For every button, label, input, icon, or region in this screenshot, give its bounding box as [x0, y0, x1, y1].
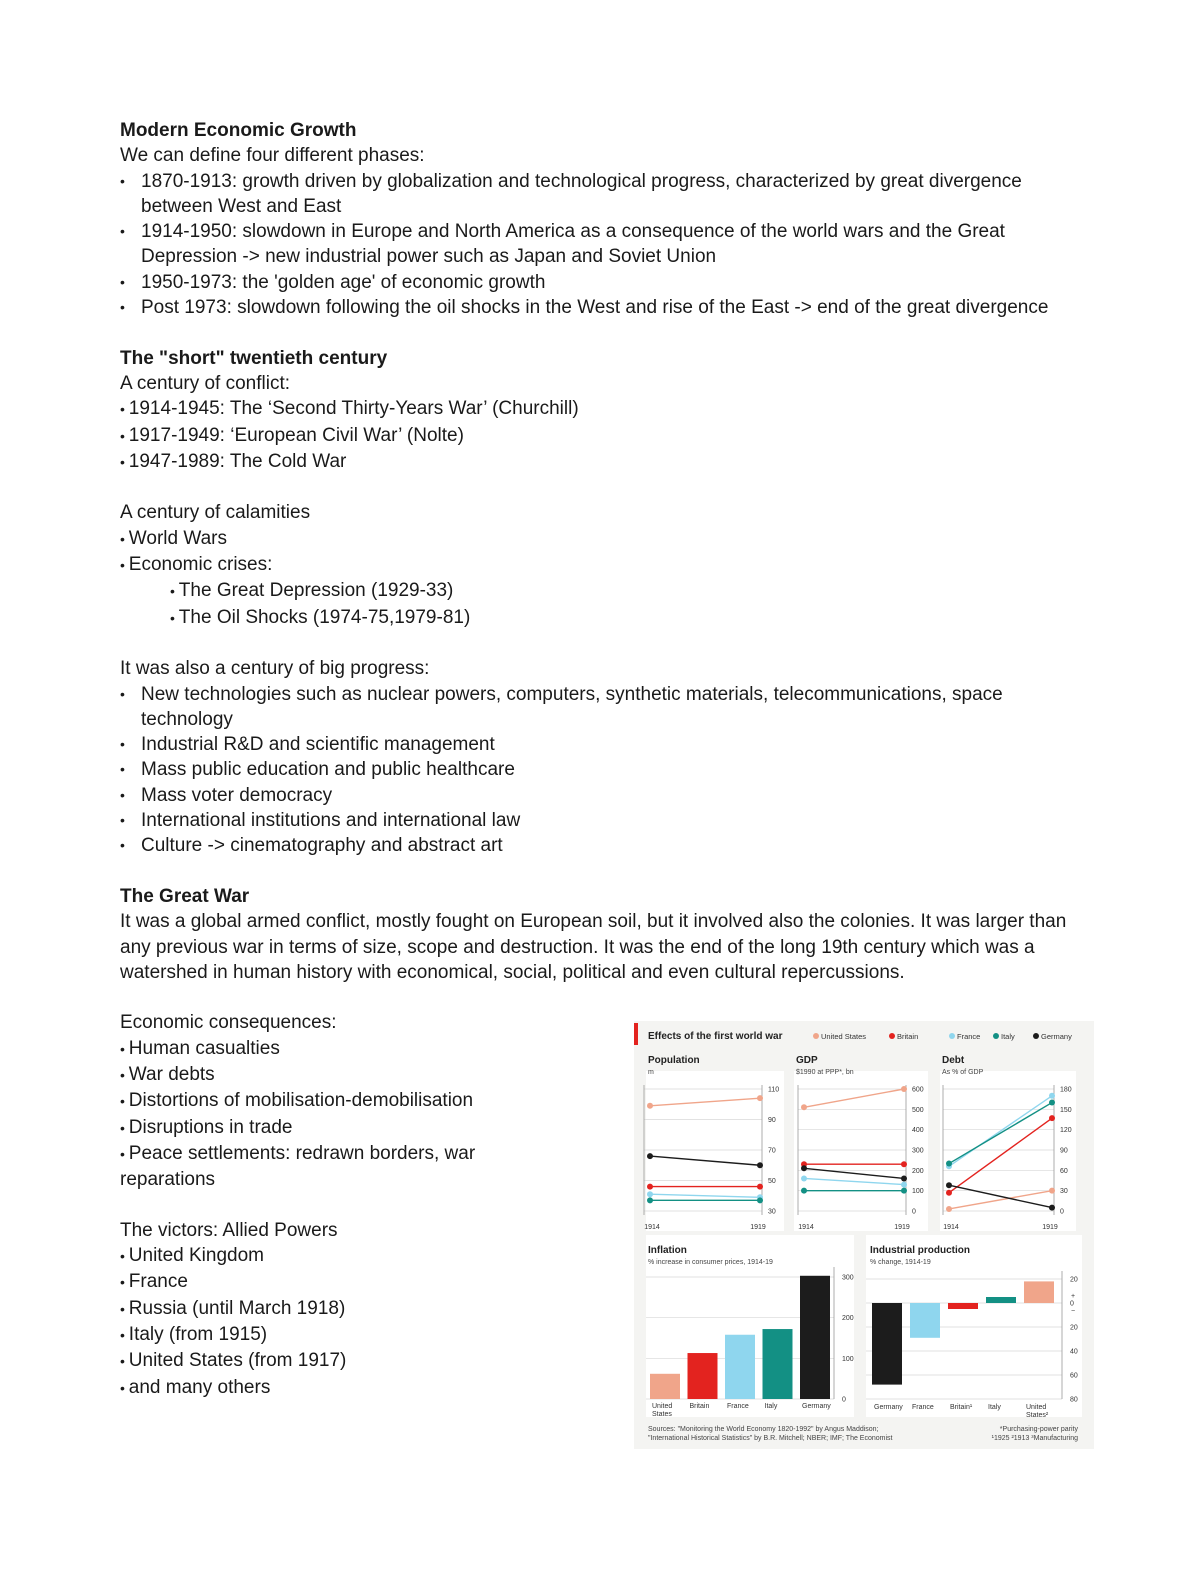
legend-marker: [1033, 1033, 1039, 1039]
data-point: [1049, 1188, 1055, 1194]
data-point: [901, 1182, 907, 1188]
legend-label: Germany: [1041, 1032, 1072, 1041]
y-tick-label: 60: [1070, 1372, 1078, 1380]
panel-background: [646, 1071, 784, 1231]
panel-subtitle: $1990 at PPP*, bn: [796, 1069, 854, 1076]
y-tick-label: 80: [1070, 1396, 1078, 1404]
legend-marker: [993, 1033, 999, 1039]
legend-marker: [949, 1033, 955, 1039]
bar: [650, 1374, 680, 1399]
economic-consequences-intro: Economic consequences:: [120, 1012, 337, 1034]
phase-list: [120, 169, 1080, 321]
list-item: • 1947-1989: The Cold War: [120, 449, 1080, 475]
data-point: [946, 1190, 952, 1196]
section-intro: We can define four different phases:: [120, 145, 425, 167]
list-item: • Industrial R&D and scientific management: [120, 732, 1080, 757]
section-short-twentieth-century: [120, 346, 1080, 859]
data-point: [801, 1104, 807, 1110]
y-tick-label: 0: [1070, 1300, 1074, 1308]
list-item: • and many others: [120, 1375, 540, 1401]
victors-list: [120, 1243, 540, 1401]
y-tick-label: 30: [768, 1208, 776, 1216]
y-tick-label: 300: [842, 1274, 854, 1282]
list-item: • World Wars: [120, 526, 1080, 552]
plus-sign: +: [1071, 1293, 1076, 1300]
data-point: [647, 1103, 653, 1109]
data-point: [647, 1184, 653, 1190]
data-point: [757, 1184, 763, 1190]
y-tick-label: 0: [1060, 1208, 1064, 1216]
y-tick-label: 180: [1060, 1086, 1072, 1094]
calamities-list: [120, 526, 1080, 579]
data-point: [801, 1175, 807, 1181]
bar: [763, 1329, 793, 1399]
bar: [948, 1303, 978, 1309]
list-item: • Post 1973: slowdown following the oil shocks in the West and rise of the East -> end of the great divergence: [120, 295, 1080, 320]
x-tick-label: 1914: [644, 1224, 660, 1231]
data-point: [946, 1161, 952, 1167]
x-tick-label: 1914: [798, 1224, 814, 1231]
list-item: • 1914-1945: The ‘Second Thirty-Years War’ (Churchill): [120, 396, 1080, 422]
x-tick-label: Britain: [689, 1403, 710, 1410]
data-point: [801, 1188, 807, 1194]
y-tick-label: 100: [912, 1188, 924, 1196]
panel-subtitle: m: [648, 1069, 654, 1076]
panel-title: Industrial production: [870, 1245, 970, 1256]
victors-intro: The victors: Allied Powers: [120, 1219, 338, 1241]
legend-marker: [889, 1033, 895, 1039]
x-tick-label: Germany: [802, 1403, 831, 1410]
x-tick-label: Italy: [988, 1404, 1001, 1411]
list-item: • Distortions of mobilisation-demobilisation: [120, 1088, 540, 1114]
crises-list: [120, 578, 1080, 631]
y-tick-label: 50: [768, 1178, 776, 1185]
legend-label: United States: [821, 1032, 867, 1041]
calamities-intro: A century of calamities: [120, 502, 311, 524]
accent-bar: [634, 1023, 638, 1045]
data-point: [901, 1175, 907, 1181]
list-item: • Mass voter democracy: [120, 783, 1080, 808]
x-tick-label: Britain¹: [950, 1404, 973, 1411]
figure-title: Effects of the first world war: [648, 1031, 783, 1042]
data-point: [757, 1095, 763, 1101]
section-title: Modern Economic Growth: [120, 120, 357, 141]
data-point: [946, 1206, 952, 1212]
bar: [986, 1297, 1016, 1303]
y-tick-label: 150: [1060, 1106, 1072, 1114]
y-tick-label: 90: [768, 1117, 776, 1124]
y-tick-label: 100: [842, 1355, 854, 1363]
data-point: [1049, 1093, 1055, 1099]
list-item: • Disruptions in trade: [120, 1115, 540, 1141]
legend-label: Italy: [1001, 1032, 1015, 1041]
y-tick-label: 110: [768, 1086, 780, 1094]
list-item: • 1950-1973: the 'golden age' of economic growth: [120, 270, 1080, 295]
bar: [872, 1303, 902, 1385]
ww1-effects-infographic: [634, 1021, 1094, 1449]
panel-background: [794, 1071, 928, 1231]
list-item: • Peace settlements: redrawn borders, war reparations: [120, 1141, 540, 1193]
data-point: [801, 1165, 807, 1171]
data-point: [647, 1191, 653, 1197]
list-item: • War debts: [120, 1062, 540, 1088]
panel-subtitle: % change, 1914-19: [870, 1259, 931, 1266]
list-item: • New technologies such as nuclear powers, computers, synthetic materials, telecommunications, space technology: [120, 682, 1080, 733]
y-tick-label: 60: [1060, 1167, 1068, 1175]
bar: [688, 1353, 718, 1399]
panel-subtitle: % increase in consumer prices, 1914-19: [648, 1259, 773, 1266]
panel-subtitle: As % of GDP: [942, 1069, 984, 1076]
list-item: • 1870-1913: growth driven by globalization and technological progress, characterized by great divergence between West and East: [120, 169, 1080, 220]
list-item: • United Kingdom: [120, 1243, 540, 1269]
panel-title: Debt: [942, 1055, 965, 1066]
x-tick-label: United: [652, 1403, 673, 1410]
y-tick-label: 500: [912, 1106, 924, 1114]
legend-marker: [813, 1033, 819, 1039]
x-tick-label: 1919: [750, 1224, 766, 1231]
y-tick-label: 20: [1070, 1276, 1078, 1284]
list-item: • Russia (until March 1918): [120, 1296, 540, 1322]
great-war-paragraph: It was a global armed conflict, mostly fought on European soil, but it involved also the colonies. It was larger than any previous war in terms of size, scope and destruction. It was the end of the long 19th century which was a watershed in human history with economical, social, political and even cultural repercussions.: [120, 911, 1067, 983]
x-tick-label: States: [652, 1411, 672, 1418]
list-item: • France: [120, 1269, 540, 1295]
panel-title: Inflation: [648, 1245, 687, 1256]
y-tick-label: 70: [768, 1147, 776, 1155]
y-tick-label: 120: [1060, 1127, 1072, 1135]
list-item: • The Great Depression (1929-33): [170, 578, 1080, 604]
panel-title: Population: [648, 1055, 700, 1066]
section-intro: A century of conflict:: [120, 372, 291, 394]
data-point: [1049, 1205, 1055, 1211]
section-modern-economic-growth: [120, 118, 1080, 320]
section-title: The Great War: [120, 885, 250, 907]
footnote: ¹1925 ²1913 ³Manufacturing: [991, 1435, 1078, 1442]
conflict-list: [120, 396, 1080, 475]
list-item: • Human casualties: [120, 1036, 540, 1062]
legend-label: Britain: [897, 1032, 919, 1041]
panel-title: GDP: [796, 1055, 818, 1066]
data-point: [1049, 1100, 1055, 1106]
list-item: • Italy (from 1915): [120, 1322, 540, 1348]
list-item: • 1917-1949: ‘European Civil War’ (Nolte): [120, 423, 1080, 449]
legend-label: France: [957, 1032, 981, 1041]
list-item: • Culture -> cinematography and abstract art: [120, 833, 1080, 858]
data-point: [946, 1182, 952, 1188]
sources-text: "International Historical Statistics" by B.R. Mitchell; NBER; IMF; The Economist: [648, 1435, 893, 1442]
economic-consequences-list: [120, 1036, 540, 1193]
progress-intro: It was also a century of big progress:: [120, 658, 430, 680]
y-tick-label: 400: [912, 1127, 924, 1135]
y-tick-label: 200: [842, 1315, 854, 1323]
footnote: *Purchasing-power parity: [999, 1426, 1078, 1433]
data-point: [647, 1197, 653, 1203]
list-item: • United States (from 1917): [120, 1348, 540, 1374]
minus-sign: −: [1071, 1308, 1076, 1315]
bar: [800, 1276, 830, 1399]
sources-text: Sources: "Monitoring the World Economy 1820-1992" by Angus Maddison;: [648, 1426, 879, 1433]
y-tick-label: 300: [912, 1147, 924, 1155]
y-tick-label: 90: [1060, 1147, 1068, 1155]
bar: [1024, 1281, 1054, 1303]
y-tick-label: 200: [912, 1167, 924, 1175]
progress-list: [120, 682, 1080, 859]
bar: [910, 1303, 940, 1338]
x-tick-label: United: [1026, 1404, 1047, 1411]
list-item: • International institutions and international law: [120, 808, 1080, 833]
y-tick-label: 0: [912, 1208, 916, 1216]
data-point: [1049, 1115, 1055, 1121]
y-tick-label: 0: [842, 1396, 846, 1404]
x-tick-label: Italy: [764, 1403, 778, 1410]
x-tick-label: States²: [1026, 1412, 1049, 1419]
data-point: [901, 1188, 907, 1194]
data-point: [757, 1162, 763, 1168]
list-item: • Economic crises:: [120, 552, 1080, 578]
section-title: The "short" twentieth century: [120, 347, 388, 369]
list-item: • Mass public education and public healthcare: [120, 757, 1080, 782]
y-tick-label: 40: [1070, 1348, 1078, 1356]
list-item: • The Oil Shocks (1974-75,1979-81): [170, 605, 1080, 631]
list-item: • 1914-1950: slowdown in Europe and North America as a consequence of the world wars and the Great Depression -> new industrial power such as Japan and Soviet Union: [120, 219, 1080, 270]
data-point: [647, 1153, 653, 1159]
data-point: [901, 1086, 907, 1092]
x-tick-label: France: [727, 1403, 749, 1410]
x-tick-label: 1919: [1042, 1224, 1058, 1231]
y-tick-label: 600: [912, 1086, 924, 1094]
x-tick-label: 1914: [943, 1224, 959, 1231]
x-tick-label: France: [912, 1404, 934, 1411]
data-point: [901, 1161, 907, 1167]
data-point: [757, 1197, 763, 1203]
y-tick-label: 30: [1060, 1188, 1068, 1196]
bar: [725, 1335, 755, 1399]
infographic-svg: [634, 1021, 1094, 1449]
x-tick-label: Germany: [874, 1404, 903, 1411]
x-tick-label: 1919: [894, 1224, 910, 1231]
y-tick-label: 20: [1070, 1324, 1078, 1332]
